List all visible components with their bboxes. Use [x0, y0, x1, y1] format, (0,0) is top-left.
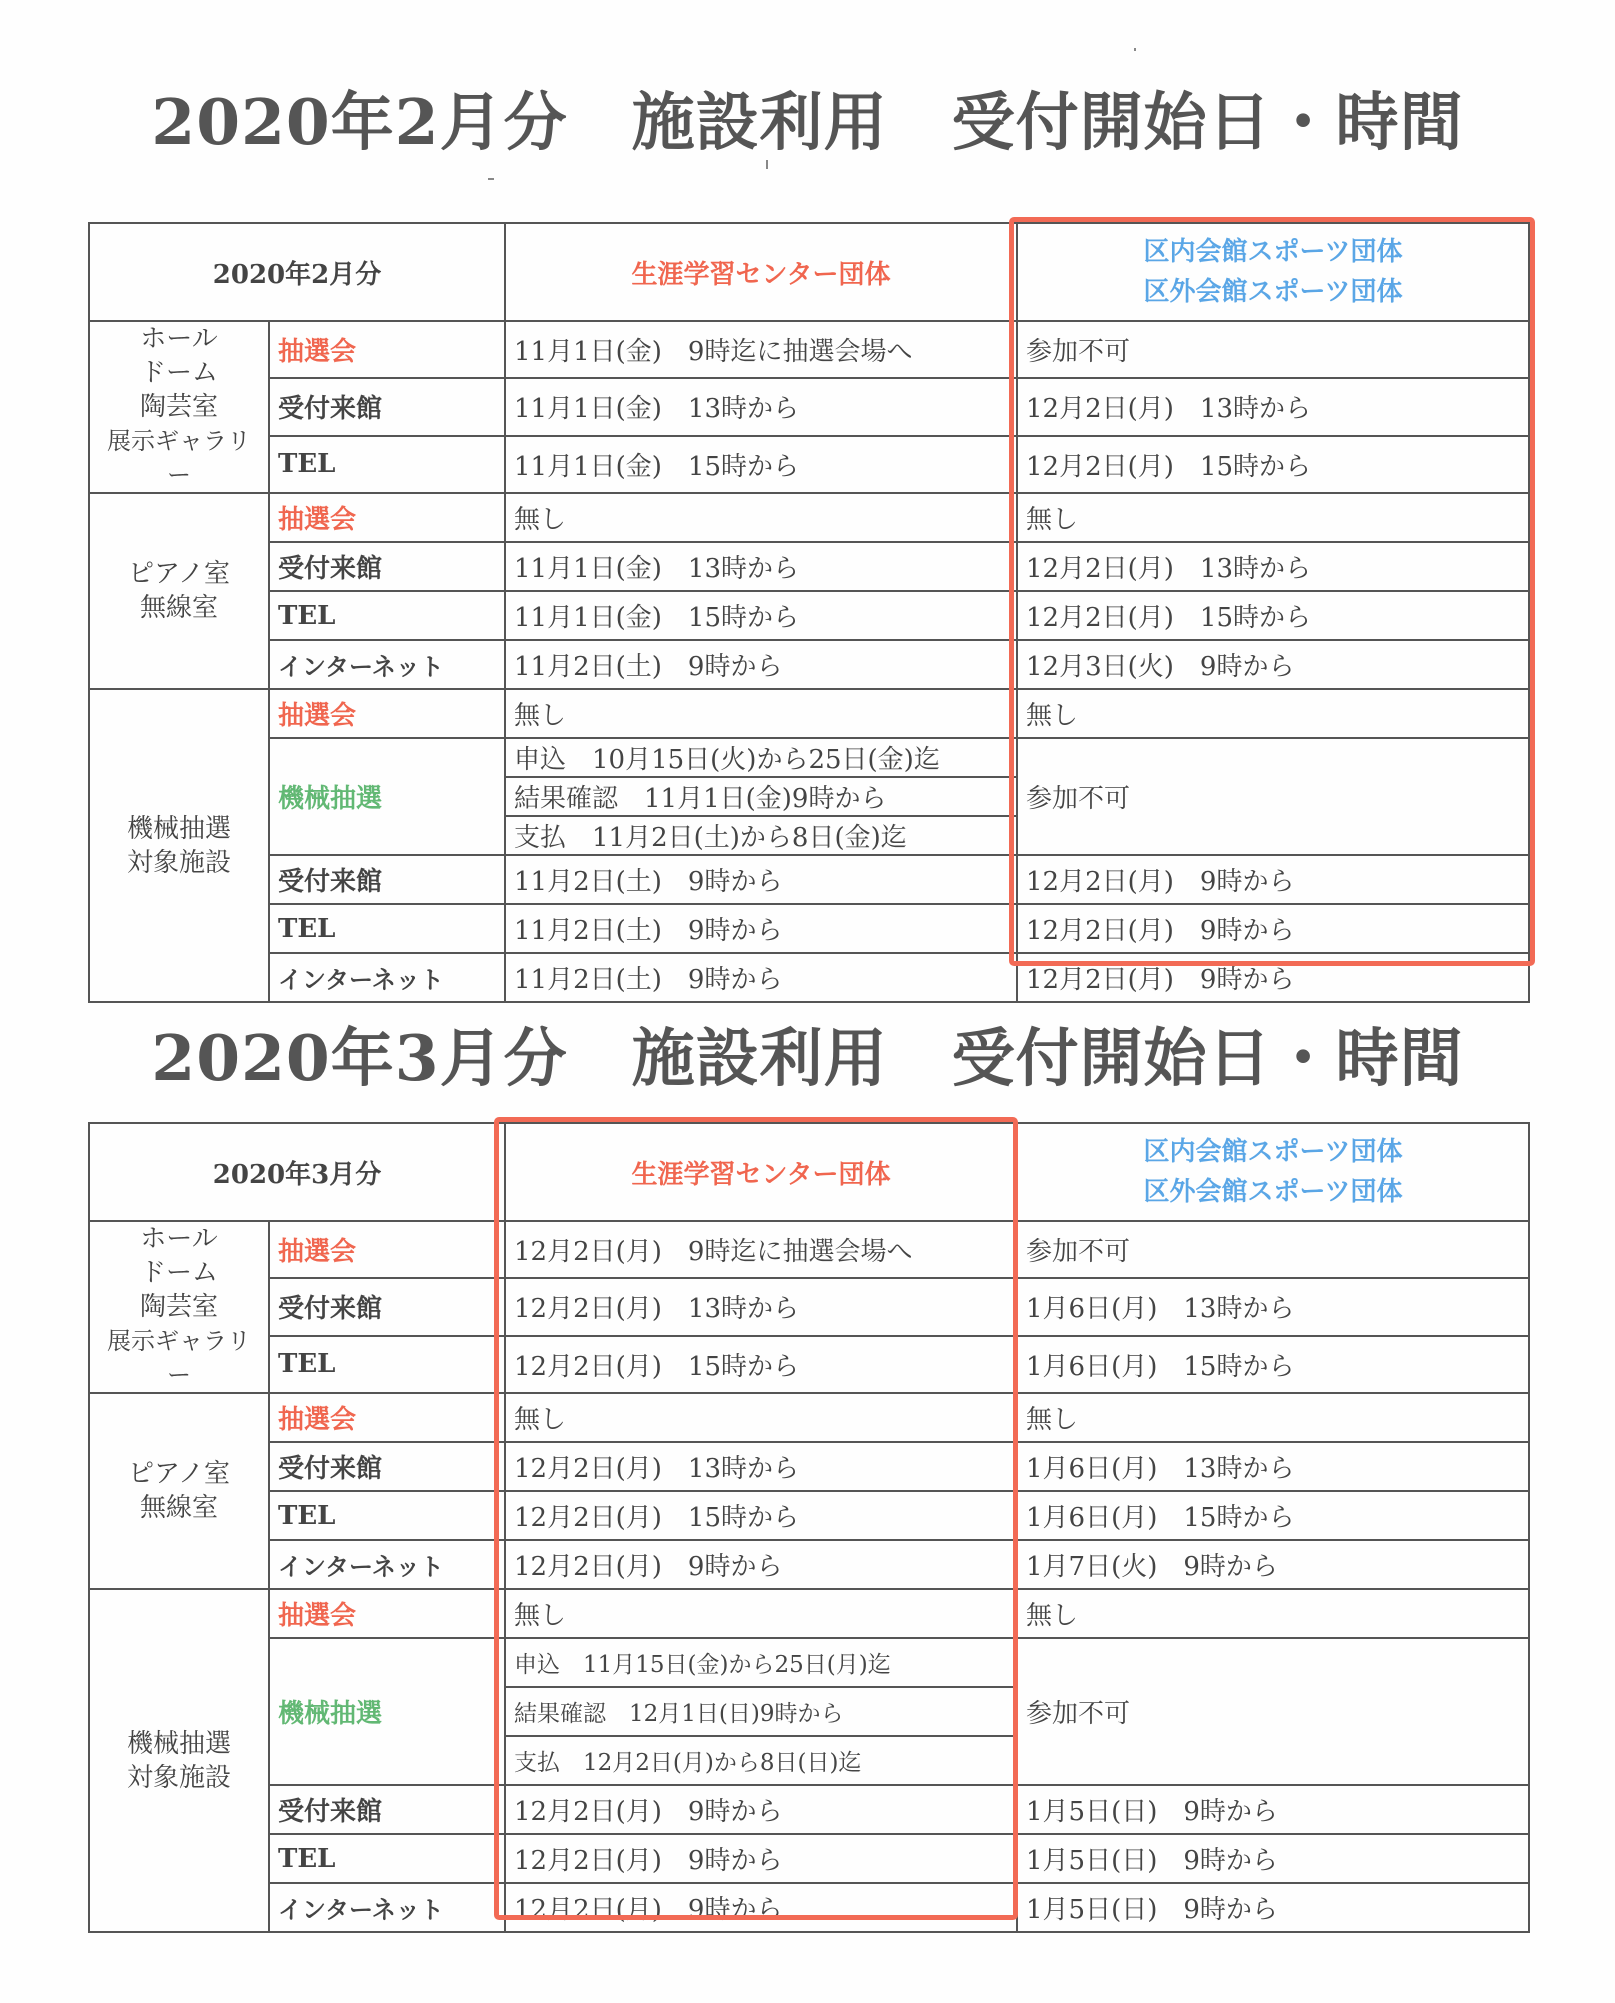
- category-label: 受付来館: [269, 1278, 505, 1335]
- category-label: TEL: [269, 591, 505, 640]
- table-row: [89, 1638, 1529, 1687]
- table-row: [89, 1834, 1529, 1883]
- category-label: 機械抽選: [269, 738, 505, 855]
- col-header-sports-groups: [1017, 1123, 1529, 1221]
- category-label: 受付来館: [269, 1785, 505, 1834]
- cell-value: 支払 11月2日(土)から8日(金)迄: [505, 816, 1017, 855]
- cell-value: 結果確認 11月1日(金)9時から: [505, 777, 1017, 816]
- table-row: [89, 321, 1529, 378]
- month-header: 2020年2月分: [89, 223, 505, 321]
- category-label: インターネット: [269, 1540, 505, 1589]
- category-label: 受付来館: [269, 542, 505, 591]
- facility-line: 対象施設: [126, 1762, 231, 1793]
- cell-value: 12月2日(月) 9時から: [505, 1883, 1017, 1932]
- facility-line: 展示ギャラリー: [107, 1327, 251, 1389]
- category-label: TEL: [269, 1491, 505, 1540]
- facility-line: ドーム: [139, 358, 218, 388]
- facility-line: ドーム: [139, 1258, 218, 1288]
- cell-value: 無し: [1017, 1393, 1529, 1442]
- section2-title: 2020年3月分 施設利用 受付開始日・時間: [151, 1021, 1464, 1095]
- cell-value: 1月6日(月) 13時から: [1017, 1278, 1529, 1335]
- category-label: 抽選会: [269, 1589, 505, 1638]
- cell-value: 11月2日(土) 9時から: [505, 953, 1017, 1002]
- cell-value: 12月2日(月) 15時から: [1017, 436, 1529, 493]
- table-row: [89, 953, 1529, 1002]
- table-row: [89, 591, 1529, 640]
- facility-line: 対象施設: [126, 847, 231, 878]
- schedule-table-mar: [88, 1122, 1530, 1933]
- cell-value: 無し: [505, 493, 1017, 542]
- facility-line: ホール: [140, 324, 218, 354]
- facility-line: ホール: [140, 1224, 218, 1254]
- facility-machine-lottery: [89, 1589, 269, 1932]
- cell-value: 参加不可: [1017, 321, 1529, 378]
- cell-value: 無し: [1017, 493, 1529, 542]
- cell-value: 1月6日(月) 15時から: [1017, 1491, 1529, 1540]
- category-label: インターネット: [269, 640, 505, 689]
- cell-value: 1月5日(日) 9時から: [1017, 1834, 1529, 1883]
- table-row: [89, 542, 1529, 591]
- table-row: [89, 1393, 1529, 1442]
- cell-value: 12月2日(月) 13時から: [505, 1442, 1017, 1491]
- table-row: [89, 1589, 1529, 1638]
- category-label: 抽選会: [269, 689, 505, 738]
- cell-value: 1月7日(火) 9時から: [1017, 1540, 1529, 1589]
- cell-value: 11月1日(金) 9時迄に抽選会場へ: [505, 321, 1017, 378]
- facility-line: ピアノ室: [128, 559, 230, 589]
- facility-line: 陶芸室: [139, 392, 218, 422]
- facility-machine-lottery: [89, 689, 269, 1002]
- category-label: TEL: [269, 1336, 505, 1393]
- cell-value: 12月2日(月) 9時から: [1017, 953, 1529, 1002]
- col-header-lifelong-learning: 生涯学習センター団体: [505, 223, 1017, 321]
- cell-value: 12月2日(月) 13時から: [1017, 542, 1529, 591]
- cell-value: 参加不可: [1017, 1221, 1529, 1278]
- facility-line: 機械抽選: [126, 813, 231, 844]
- category-label: TEL: [269, 1834, 505, 1883]
- col-header-line: 区内会館スポーツ団体: [1143, 1137, 1403, 1167]
- facility-piano: [89, 493, 269, 689]
- category-label: インターネット: [269, 1883, 505, 1932]
- cell-value: 11月1日(金) 15時から: [505, 436, 1017, 493]
- cell-value: 1月5日(日) 9時から: [1017, 1785, 1529, 1834]
- cell-value: 11月1日(金) 13時から: [505, 542, 1017, 591]
- cell-value: 1月5日(日) 9時から: [1017, 1883, 1529, 1932]
- facility-hall: [89, 1221, 269, 1393]
- table-row: [89, 1883, 1529, 1932]
- table-row: [89, 640, 1529, 689]
- table-row: [89, 493, 1529, 542]
- category-label: 抽選会: [269, 493, 505, 542]
- cell-value: 無し: [505, 1393, 1017, 1442]
- cell-value: 無し: [1017, 689, 1529, 738]
- cell-value: 12月2日(月) 9時から: [505, 1785, 1017, 1834]
- cell-value: 12月2日(月) 9時から: [1017, 904, 1529, 953]
- scan-speck: [1134, 48, 1136, 51]
- facility-line: 展示ギャラリー: [107, 427, 251, 489]
- table-row: [89, 1221, 1529, 1278]
- cell-value: 12月2日(月) 9時から: [1017, 855, 1529, 904]
- cell-value: 結果確認 12月1日(日)9時から: [505, 1687, 1017, 1736]
- category-label: 機械抽選: [269, 1638, 505, 1785]
- cell-value: 12月2日(月) 15時から: [505, 1336, 1017, 1393]
- category-label: 抽選会: [269, 321, 505, 378]
- table-row: [89, 689, 1529, 738]
- facility-line: 陶芸室: [139, 1292, 218, 1322]
- cell-value: 12月3日(火) 9時から: [1017, 640, 1529, 689]
- cell-value: 申込 10月15日(火)から25日(金)迄: [505, 738, 1017, 777]
- table-row: [89, 855, 1529, 904]
- category-label: 抽選会: [269, 1221, 505, 1278]
- cell-value: 12月2日(月) 9時から: [505, 1834, 1017, 1883]
- cell-value: 参加不可: [1017, 1638, 1529, 1785]
- category-label: 受付来館: [269, 378, 505, 435]
- cell-value: 11月1日(金) 15時から: [505, 591, 1017, 640]
- facility-piano: [89, 1393, 269, 1589]
- scan-speck: [766, 160, 768, 169]
- cell-value: 12月2日(月) 15時から: [1017, 591, 1529, 640]
- table-row: [89, 436, 1529, 493]
- facility-line: ピアノ室: [128, 1459, 230, 1489]
- month-header: 2020年3月分: [89, 1123, 505, 1221]
- table-row: [89, 1336, 1529, 1393]
- table-row: [89, 1540, 1529, 1589]
- scan-speck: [488, 178, 494, 180]
- cell-value: 12月2日(月) 9時から: [505, 1540, 1017, 1589]
- table-row: [89, 378, 1529, 435]
- cell-value: 参加不可: [1017, 738, 1529, 855]
- facility-line: 無線室: [139, 1493, 218, 1523]
- facility-line: 機械抽選: [126, 1728, 231, 1759]
- col-header-line: 区外会館スポーツ団体: [1143, 277, 1403, 307]
- cell-value: 1月6日(月) 13時から: [1017, 1442, 1529, 1491]
- cell-value: 11月2日(土) 9時から: [505, 640, 1017, 689]
- table-row: [89, 1278, 1529, 1335]
- cell-value: 12月2日(月) 9時迄に抽選会場へ: [505, 1221, 1017, 1278]
- col-header-sports-groups: [1017, 223, 1529, 321]
- table-row: [89, 738, 1529, 777]
- table-row: [89, 904, 1529, 953]
- facility-line: 無線室: [139, 593, 218, 623]
- cell-value: 無し: [505, 1589, 1017, 1638]
- table-header-row: [89, 1123, 1529, 1221]
- schedule-table-feb: [88, 222, 1530, 1003]
- category-label: インターネット: [269, 953, 505, 1002]
- facility-hall: [89, 321, 269, 493]
- col-header-lifelong-learning: 生涯学習センター団体: [505, 1123, 1017, 1221]
- table-row: [89, 1442, 1529, 1491]
- cell-value: 11月2日(土) 9時から: [505, 855, 1017, 904]
- category-label: 受付来館: [269, 1442, 505, 1491]
- cell-value: 支払 12月2日(月)から8日(日)迄: [505, 1736, 1017, 1785]
- table-header-row: [89, 223, 1529, 321]
- cell-value: 11月2日(土) 9時から: [505, 904, 1017, 953]
- cell-value: 12月2日(月) 13時から: [505, 1278, 1017, 1335]
- cell-value: 申込 11月15日(金)から25日(月)迄: [505, 1638, 1017, 1687]
- table-row: [89, 1491, 1529, 1540]
- cell-value: 12月2日(月) 13時から: [1017, 378, 1529, 435]
- cell-value: 無し: [505, 689, 1017, 738]
- category-label: 抽選会: [269, 1393, 505, 1442]
- col-header-line: 区内会館スポーツ団体: [1143, 237, 1403, 267]
- cell-value: 11月1日(金) 13時から: [505, 378, 1017, 435]
- category-label: TEL: [269, 436, 505, 493]
- section1-title: 2020年2月分 施設利用 受付開始日・時間: [151, 85, 1464, 159]
- cell-value: 12月2日(月) 15時から: [505, 1491, 1017, 1540]
- category-label: TEL: [269, 904, 505, 953]
- category-label: 受付来館: [269, 855, 505, 904]
- cell-value: 1月6日(月) 15時から: [1017, 1336, 1529, 1393]
- cell-value: 無し: [1017, 1589, 1529, 1638]
- table-row: [89, 1785, 1529, 1834]
- col-header-line: 区外会館スポーツ団体: [1143, 1177, 1403, 1207]
